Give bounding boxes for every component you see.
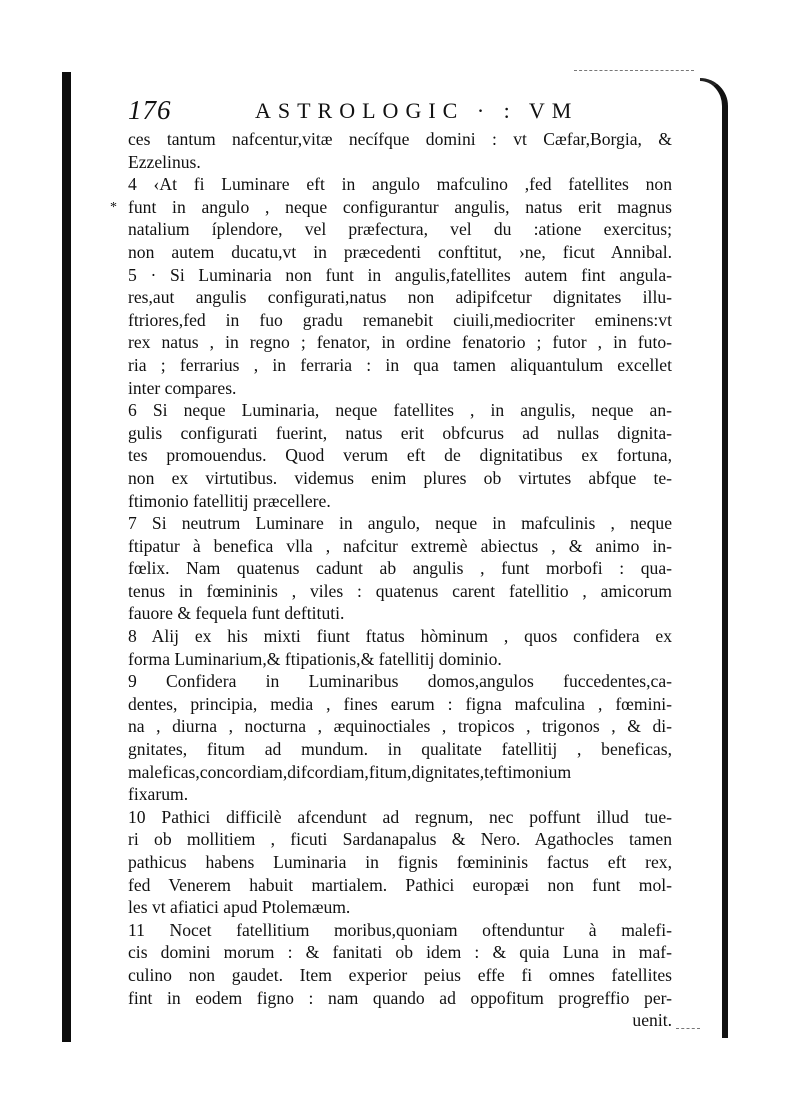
text-line: 5 · Si Luminaria non funt in angulis,fatellites autem fint angula- bbox=[128, 264, 672, 285]
running-head: ASTROLOGIC · : VM bbox=[255, 98, 579, 123]
text-line: tenus in fœmininis , viles : quatenus carent fatellitio , amicorum bbox=[128, 580, 672, 601]
text-line: Ezzelinus. bbox=[128, 151, 201, 172]
binding-edge-shadow bbox=[62, 72, 71, 1042]
text-line: maleficas,concordiam,difcordiam,fitum,dignitates,teftimonium bbox=[128, 761, 572, 782]
text-line: culino non gaudet. Item experior peius effe fi omnes fatellites bbox=[128, 964, 672, 985]
text-line: ftriores,fed in fuo gradu remanebit ciuili,mediocriter eminens:vt bbox=[128, 309, 672, 330]
text-line: 4 ‹At fi Luminare eft in angulo mafculino ,fed fatellites non bbox=[128, 174, 672, 195]
text-line: tes promouendus. Quod verum eft de dignitatibus ex fortuna, bbox=[128, 445, 672, 466]
page-header bbox=[128, 95, 688, 129]
text-line: ftipatur à benefica vlla , nafcitur extremè abiectus , & animo in- bbox=[128, 535, 672, 556]
text-line: uenit. bbox=[632, 1010, 672, 1031]
text-line: 11 Nocet fatellitium moribus,quoniam oftenduntur à malefi- bbox=[128, 919, 672, 940]
text-line: 6 Si neque Luminaria, neque fatellites , in angulis, neque an- bbox=[128, 400, 672, 421]
text-line: gulis configurati fuerint, natus erit obfcurus ad nullas dignita- bbox=[128, 422, 672, 443]
text-line: pathicus habens Luminaria in fignis fœmininis factus eft rex, bbox=[128, 852, 672, 872]
text-line: fauore & fequela funt deftituti. bbox=[128, 603, 345, 624]
text-line: cis domini morum : & fanitati ob idem : & quia Luna in maf- bbox=[128, 942, 672, 963]
margin-mark: * bbox=[110, 200, 117, 215]
text-line: natalium íplendore, vel præfectura, vel du :atione exercitus; bbox=[128, 219, 672, 240]
text-line: les vt afiatici apud Ptolemæum. bbox=[128, 897, 351, 918]
text-line: non ex virtutibus. videmus enim plures ob virtutes abfque te- bbox=[128, 467, 672, 488]
page-curl-edge bbox=[700, 78, 728, 1038]
text-line: ftimonio fatellitij præcellere. bbox=[128, 490, 331, 511]
scan-artifact-bottom bbox=[676, 1028, 700, 1029]
text-line: fed Venerem habuit martialem. Pathici europæi non funt mol- bbox=[128, 874, 672, 895]
text-line: rex natus , in regno ; fenator, in ordine fenatorio ; futor , in futo- bbox=[128, 332, 672, 353]
page-number: 176 bbox=[128, 95, 172, 125]
text-line: non autem ducatu,vt in præcedenti conftitut, ›ne, ficut Annibal. bbox=[128, 241, 672, 262]
text-line: inter compares. bbox=[128, 377, 237, 398]
text-line: 10 Pathici difficilè afcendunt ad regnum, nec poffunt illud tue- bbox=[128, 806, 672, 827]
text-line: na , diurna , nocturna , æquinoctiales , tropicos , trigonos , & di- bbox=[128, 716, 672, 737]
text-line: ces tantum nafcentur,vitæ necífque domini : vt Cæfar,Borgia, & bbox=[128, 129, 672, 149]
text-line: ria ; ferrarius , in ferraria : in qua tamen aliquantulum excellet bbox=[128, 354, 672, 375]
body-text bbox=[128, 128, 672, 1032]
text-line: funt in angulo , neque configurantur angulis, natus erit magnus bbox=[128, 196, 672, 217]
text-line: ri ob mollitiem , ficuti Sardanapalus & Nero. Agathocles tamen bbox=[128, 829, 672, 850]
text-line: 7 Si neutrum Luminare in angulo, neque in mafculinis , neque bbox=[128, 513, 672, 534]
text-line: forma Luminarium,& ftipationis,& fatellitij dominio. bbox=[128, 648, 502, 669]
text-line: fœlix. Nam quatenus cadunt ab angulis , funt morbofi : qua- bbox=[128, 558, 672, 579]
text-line: 9 Confidera in Luminaribus domos,angulos fuccedentes,ca- bbox=[128, 671, 672, 692]
scan-artifact-top bbox=[574, 70, 694, 71]
text-line: fixarum. bbox=[128, 784, 189, 805]
text-line: dentes, principia, media , fines earum : figna mafculina , fœmini- bbox=[128, 693, 672, 714]
text-line: fint in eodem figno : nam quando ad oppofitum progreffio per- bbox=[128, 987, 672, 1008]
text-line: res,aut angulis configurati,natus non adipifcetur dignitates illu- bbox=[128, 287, 672, 308]
text-line: 8 Alij ex his mixti fiunt ftatus hòminum , quos confidera ex bbox=[128, 626, 672, 647]
text-line: gnitates, fitum ad mundum. in qualitate fatellitij , beneficas, bbox=[128, 739, 672, 760]
